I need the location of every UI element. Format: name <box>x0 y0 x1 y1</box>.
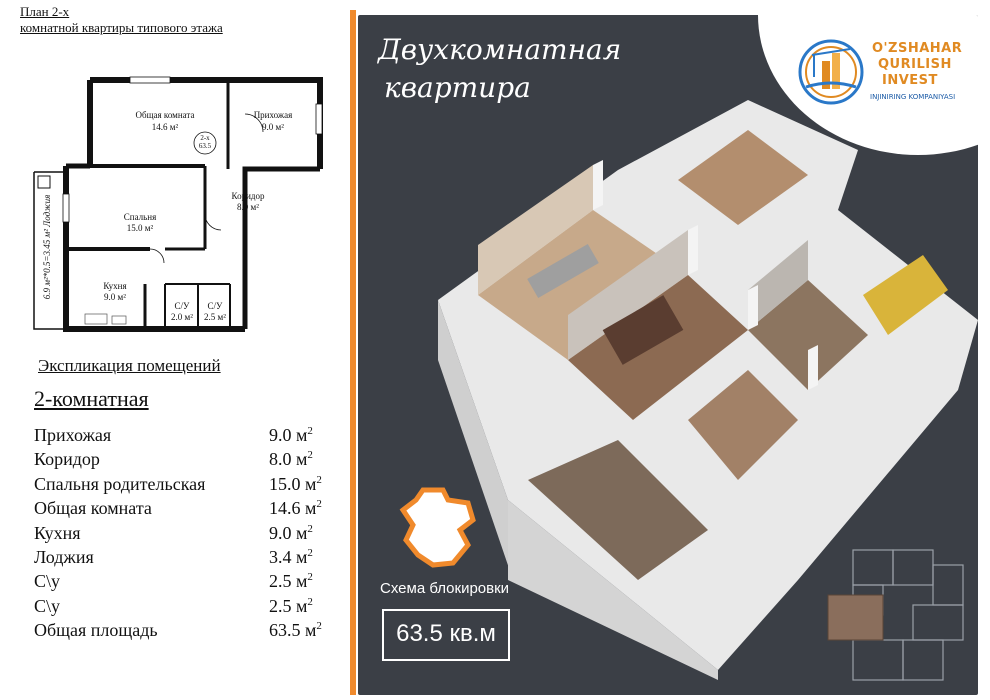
explication-room-name: Спальня родительская <box>34 473 206 494</box>
room-area-hall: 9.0 м² <box>262 122 284 132</box>
room-label-bedroom: Спальня <box>123 212 157 222</box>
explication-room-name: С\у <box>34 595 61 616</box>
logo-line3: INVEST <box>882 73 938 88</box>
total-area-box <box>382 609 510 661</box>
room-area-bedroom: 15.0 м² <box>126 223 154 233</box>
explication-room-area <box>269 547 313 568</box>
explication-area-unit-exponent: 2 <box>307 449 313 462</box>
explication-room-area <box>269 474 322 495</box>
room-area-corridor: 8.0 м² <box>237 202 259 212</box>
explication-room-name: С\у <box>34 571 61 592</box>
explication-room-name: Коридор <box>34 449 100 470</box>
explication-area-value: 2.5 м <box>269 571 308 592</box>
orange-divider <box>350 10 356 695</box>
key-plan <box>823 540 973 690</box>
explication-area-unit-exponent: 2 <box>307 425 313 437</box>
explication-row <box>34 474 334 498</box>
explication-area-value: 9.0 м <box>269 425 308 445</box>
total-area-value: 63.5 кв.м <box>396 620 496 647</box>
explication-room-area <box>269 425 313 446</box>
logo-subtitle: INJINIRING KOMPANIYASI <box>870 93 956 101</box>
room-area-wc1: 2.0 м² <box>171 312 193 322</box>
plan-title-line2: комнатной квартиры типового этажа <box>20 20 223 35</box>
explication-row <box>34 620 334 644</box>
explication-room-area <box>269 498 322 519</box>
explication-area-unit-exponent: 2 <box>307 522 313 535</box>
explication-area-value: 15.0 м <box>269 473 317 494</box>
hero-title-line2: квартира <box>384 71 531 104</box>
explication-row <box>34 498 334 522</box>
explication-area-value: 14.6 м <box>269 498 317 519</box>
hero-title-line1: Двухкомнатная <box>378 33 622 66</box>
explication-room-area <box>269 571 313 592</box>
explication-area-unit-exponent: 2 <box>307 595 313 608</box>
scheme-label: Схема блокировки <box>380 580 510 597</box>
explication-room-area <box>269 596 313 617</box>
room-label-hall: Прихожая <box>253 110 293 120</box>
explication-row <box>34 596 334 620</box>
explication-area-unit-exponent: 2 <box>307 571 313 584</box>
room-label-wc1: С/У <box>174 301 190 311</box>
apartment-type-title: 2-комнатная <box>34 386 149 411</box>
explication-room-name: Прихожая <box>34 425 112 445</box>
room-label-kitchen: Кухня <box>103 281 127 291</box>
logo-line2: QURILISH <box>878 57 952 72</box>
explication-area-value: 63.5 м <box>269 620 317 641</box>
explication-area-value: 9.0 м <box>269 522 308 543</box>
room-label-corridor: Коридор <box>231 191 265 201</box>
block-outline-icon <box>398 485 478 575</box>
apartment-badge-line2: 63.5 <box>198 142 212 150</box>
explication-row <box>34 547 334 571</box>
explication-area-value: 3.4 м <box>269 547 308 567</box>
explication-area-value: 2.5 м <box>269 595 308 616</box>
explication-area-unit-exponent: 2 <box>316 498 322 511</box>
room-area-common: 14.6 м² <box>151 122 179 132</box>
explication-title: Экспликация помещений <box>38 356 221 375</box>
room-area-kitchen: 9.0 м² <box>104 292 126 302</box>
room-label-wc2: С/У <box>207 301 223 311</box>
explication-room-area <box>269 620 322 641</box>
render-panel <box>358 15 978 695</box>
explication-row <box>34 571 334 595</box>
plan-title-line1: План 2-х <box>20 4 70 19</box>
explication-row <box>34 449 334 473</box>
explication-row <box>34 523 334 547</box>
explication-room-area <box>269 449 313 470</box>
explication-room-name: Общая комната <box>34 498 152 519</box>
explication-room-area <box>269 523 313 544</box>
left-panel <box>0 0 350 700</box>
explication-area-unit-exponent: 2 <box>307 547 313 559</box>
room-label-common: Общая комната <box>135 110 195 120</box>
floor-plan <box>30 74 330 344</box>
explication-room-name: Общая площадь <box>34 620 158 641</box>
logo-line1: O'ZSHAHAR <box>872 41 963 56</box>
apartment-badge-line1: 2-х <box>200 134 210 142</box>
loggia-label: 6.9 м²*0.5=3.45 м² Лоджия <box>42 194 52 300</box>
explication-row <box>34 425 334 449</box>
room-area-wc2: 2.5 м² <box>204 312 226 322</box>
explication-room-name: Кухня <box>34 522 81 543</box>
explication-area-unit-exponent: 2 <box>316 620 322 633</box>
explication-area-value: 8.0 м <box>269 449 308 470</box>
explication-room-name: Лоджия <box>34 547 94 567</box>
explication-area-unit-exponent: 2 <box>316 473 322 486</box>
